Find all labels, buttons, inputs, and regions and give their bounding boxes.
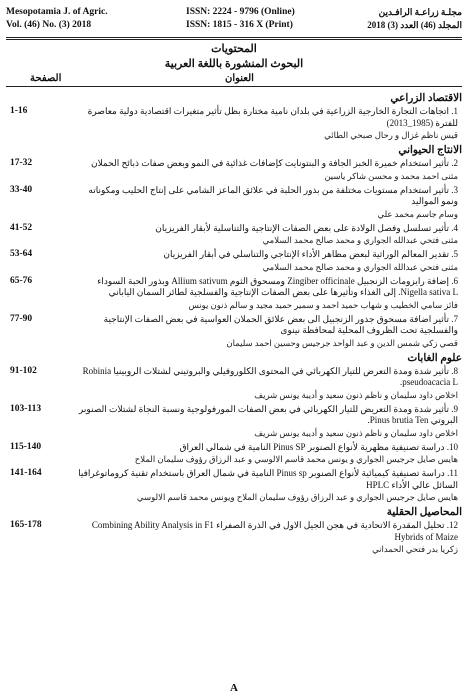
toc-entry[interactable] xyxy=(6,185,462,220)
header-left xyxy=(6,6,108,32)
entry-title-text: تأثير استخدام مستويات مختلفة من بذور الحلبة في علائق الماعز الشامي على إنتاج الحليب ومكوناته ونمو المواليد xyxy=(88,184,458,206)
toc-entry[interactable] xyxy=(6,442,462,466)
entry-title-text: إضافة رايزومات الزنجبيل Zingiber officinale ومسحوق الثوم Allium sativum وبذور الحبة السوداء Nigella sativa L. إلى الغذاء وتأثيرها على بعض الصفات الإنتاجية والفسلجية لطائر السمان الياباني xyxy=(97,275,458,297)
entry-authors: قصي زكي شمس الدين و عبد الواحد جرجيس وحسين احمد سليمان xyxy=(226,337,458,348)
entry-authors: هايس صايل جرجيس الجواري و عبد الرزاق رؤوف سليمان الملاح ويونس محمد قاسم الالوسي xyxy=(136,492,458,502)
section-heading-animal-production: الانتاج الحيواني xyxy=(398,145,462,156)
entry-authors: فائز سامي الخطيب و شهاب حميد احمد و سمير حميد مجيد و سالم ذنون يونس xyxy=(188,299,458,310)
entry-number: 7. xyxy=(451,313,458,324)
entry-title xyxy=(76,249,458,261)
entry-number: 9. xyxy=(451,403,458,414)
entry-title-text: دراسة تصنيفية كيميائية لأنواع الصنوبر Pinus sp النامية في شمال العراق باستخدام تقنية كروماتوغرافيا السائل عالي الأداء HPLC xyxy=(78,468,458,490)
toc-entry[interactable] xyxy=(6,276,462,311)
section-heading-agri-economics: الاقتصاد الزراعي xyxy=(390,93,462,104)
entry-pages: 165-178 xyxy=(10,520,42,530)
toc-entry[interactable] xyxy=(6,366,462,401)
section-heading-field-crops: المحاصيل الحقلية xyxy=(386,507,462,518)
journal-name-en: Mesopotamia J. of Agric. xyxy=(6,7,108,17)
toc-entries xyxy=(6,90,462,680)
entry-authors: اخلاص داود سليمان و ناظم ذنون سعيد و أديبة يونس شريف xyxy=(254,389,458,400)
header-rule-double xyxy=(6,39,462,40)
toc-entry[interactable] xyxy=(6,223,462,247)
toc-entry[interactable] xyxy=(6,158,462,182)
toc-entry[interactable] xyxy=(6,314,462,349)
column-header-page: الصفحة xyxy=(30,73,62,84)
entry-authors: وسام جاسم محمد علي xyxy=(377,208,458,219)
entry-title xyxy=(76,223,458,235)
header-right xyxy=(367,6,462,32)
entry-title xyxy=(76,276,458,299)
header-issn xyxy=(186,6,295,32)
entry-title-text: تحليل المقدرة الاتحادية في هجن الجيل الاول في الذرة الصفراء Combining Ability Analysis in F1 Hybrids of Maize xyxy=(91,520,458,542)
page-footer-letter: A xyxy=(230,682,238,694)
toc-entry[interactable] xyxy=(6,249,462,273)
entry-pages: 41-52 xyxy=(10,222,33,233)
entry-number: 8. xyxy=(451,365,458,376)
entry-pages: 115-140 xyxy=(10,441,42,452)
entry-title-text: تأثير تسلسل وفصل الولادة على بعض الصفات الإنتاجية والتناسلية لأبقار الفريزيان xyxy=(155,222,449,233)
toc-entry[interactable] xyxy=(6,106,462,141)
entry-pages: 53-64 xyxy=(10,249,33,259)
entry-title-text: تقدير المعالم الوراثية لبعض مظاهر الأداء الإنتاجي والتناسلي في أبقار الفريزيان xyxy=(163,249,449,259)
entry-title xyxy=(76,106,458,129)
entry-authors: مثنى فتحي عبدالله الجواري و محمد صالح محمد السلامي xyxy=(262,261,458,272)
entry-title xyxy=(76,185,458,208)
entry-authors: اخلاص داود سليمان و ناظم ذنون سعيد و أديبة يونس شريف xyxy=(254,427,458,438)
entry-title-text: تأثير شدة ومدة التعريض للتيار الكهربائي في بعض الصفات المورفولوجية ونسبة النجاة لشتلات الصنوبر البروتي Pinus brutia Ten. xyxy=(78,403,458,425)
toc-entry[interactable] xyxy=(6,404,462,439)
entry-pages: 77-90 xyxy=(10,313,33,324)
entry-authors: زكريا بدر فتحي الحمداني xyxy=(372,544,458,554)
toc-entry[interactable] xyxy=(6,520,462,555)
entry-authors: مثنى احمد محمد و محسن شاكر ياسين xyxy=(324,170,458,181)
entry-title xyxy=(76,158,458,170)
journal-name-ar: مجلـة زراعـة الرافـدين xyxy=(378,7,462,17)
section-heading-forestry: علوم الغابات xyxy=(407,352,462,364)
entry-authors: قيس ناظم غزال و رحال صبحي الطائي xyxy=(324,130,458,140)
issn-online: ISSN: 2224 - 9796 (Online) xyxy=(186,7,295,17)
entry-title xyxy=(76,520,458,543)
entry-number: 12. xyxy=(446,520,458,530)
volume-ar: المجلد (46) العدد (3) 2018 xyxy=(367,20,462,30)
column-header-rule xyxy=(6,86,462,87)
entry-authors: هايس صايل جرجيس الجواري و يونس محمد قاسم الالوسي و عبد الرزاق رؤوف سليمان الملاح xyxy=(134,454,458,464)
journal-header xyxy=(6,6,462,36)
entry-title-text: تأثير شدة ومدة التعرض للتيار الكهربائي في المحتوى الكلوروفيلي والبروتيني لشتلات الروبينيا Robinia pseudoacacia L. xyxy=(82,365,458,387)
entry-authors: مثنى فتحي عبدالله الجواري و محمد صالح محمد السلامي xyxy=(262,235,458,245)
entry-pages: 91-102 xyxy=(10,365,37,376)
entry-title-text: تأثير استخدام خميرة الخبز الجافة و البنتونايت كإضافات غذائية في النمو وبعض صفات ذبائح الحملان xyxy=(90,158,449,168)
entry-number: 1. xyxy=(451,106,458,116)
entry-title-text: اتجاهات التجارة الخارجية الزراعية في بلدان نامية مختارة بظل تأثير متغيرات اقتصادية دولية معاصرة للفترة (1985_2013) xyxy=(87,106,458,128)
entry-pages: 65-76 xyxy=(10,275,33,286)
toc-title: المحتويات xyxy=(211,43,257,55)
entry-number: 6. xyxy=(451,275,458,286)
entry-title xyxy=(76,442,458,454)
entry-pages: 1-16 xyxy=(10,106,28,116)
entry-number: 3. xyxy=(451,184,458,195)
entry-number: 4. xyxy=(451,222,458,233)
entry-title xyxy=(76,468,458,491)
entry-number: 10. xyxy=(446,441,458,452)
toc-entry[interactable] xyxy=(6,468,462,503)
entry-pages: 17-32 xyxy=(10,158,33,168)
section-main-title: البحوث المنشورة باللغة العربية xyxy=(164,58,304,70)
entry-title xyxy=(76,404,458,427)
entry-number: 5. xyxy=(451,249,458,259)
entry-title-text: تأثير اضافة مسحوق جذور الزنجبيل الى بعض علائق الحملان العواسية في بعض الصفات الإنتاجية والفسلجية تحت الظروف المحلية لمحافظة نينوى xyxy=(103,313,458,335)
issn-print: ISSN: 1815 - 316 X (Print) xyxy=(186,20,293,30)
entry-pages: 103-113 xyxy=(10,403,42,414)
entry-number: 11. xyxy=(447,468,458,478)
header-rule xyxy=(6,37,462,38)
entry-pages: 141-164 xyxy=(10,468,42,478)
entry-title-text: دراسة تصنيفية مظهرية لأنواع الصنوبر Pinus SP النامية في شمالي العراق xyxy=(179,441,445,452)
entry-title xyxy=(76,314,458,337)
volume-en: Vol. (46) No. (3) 2018 xyxy=(6,20,92,30)
entry-pages: 33-40 xyxy=(10,184,33,195)
column-header-title: العنوان xyxy=(225,73,254,84)
entry-number: 2. xyxy=(451,158,458,168)
entry-title xyxy=(76,366,458,389)
